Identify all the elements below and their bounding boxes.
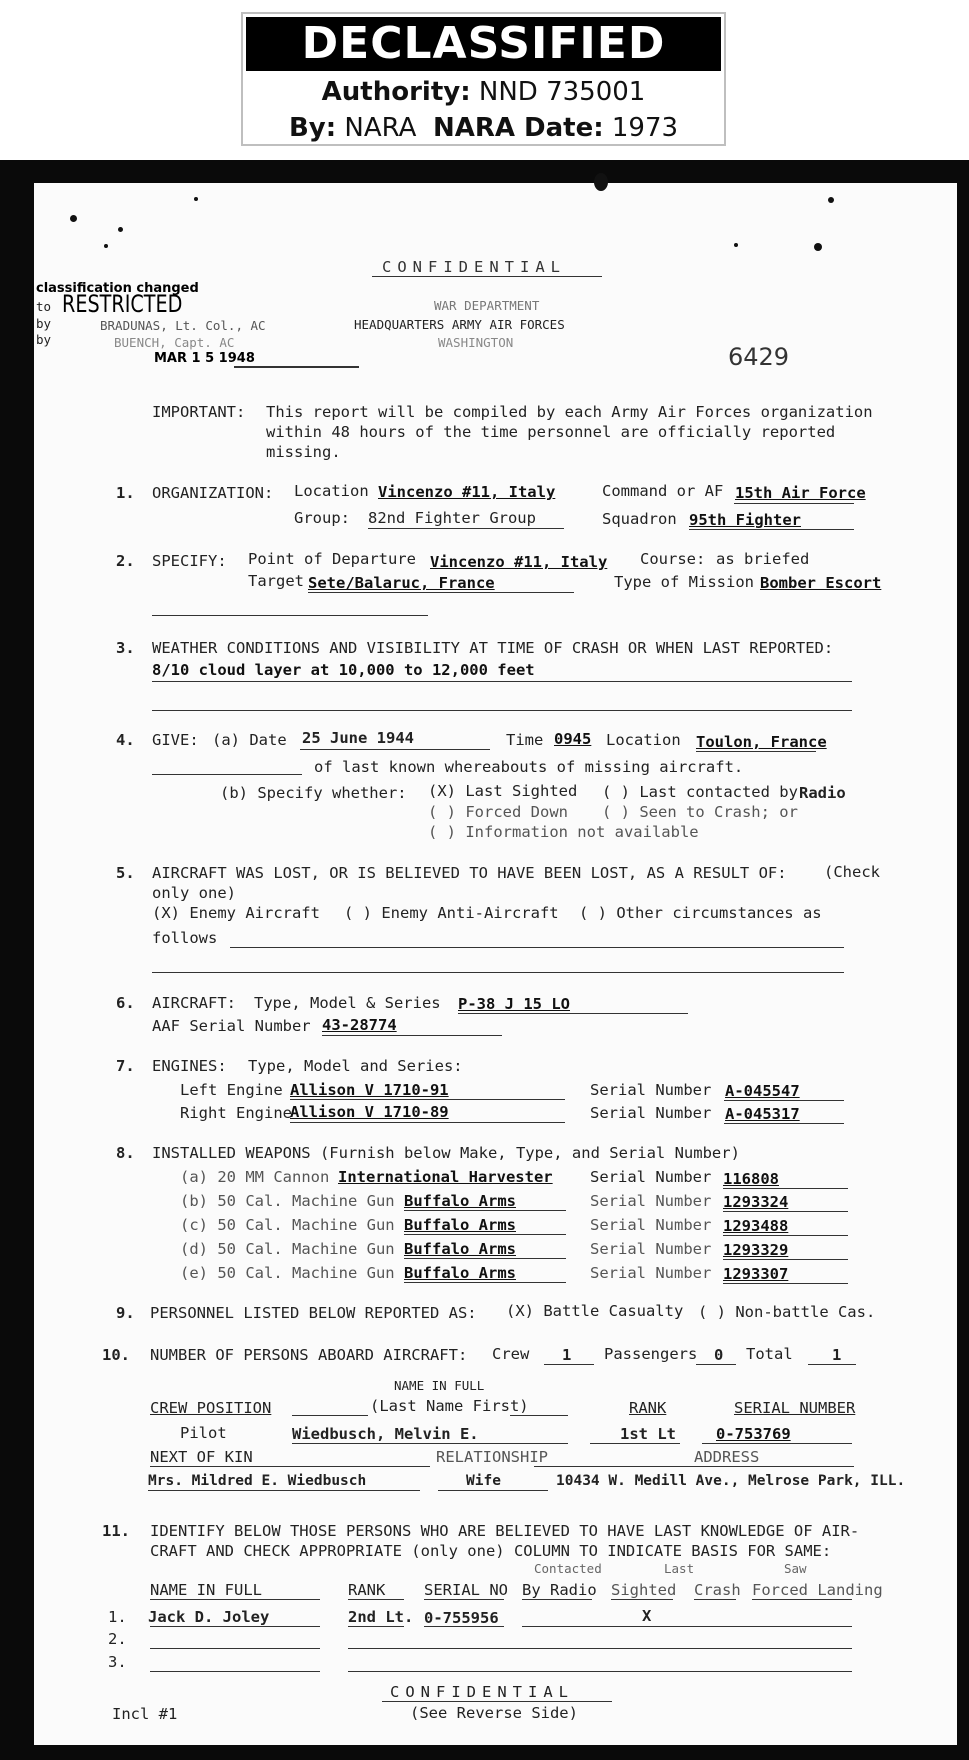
s11-h-saw: Saw xyxy=(784,1561,807,1576)
s10-name-hdr1: NAME IN FULL xyxy=(394,1378,485,1393)
weapon-c-serial-label: Serial Number xyxy=(590,1216,712,1234)
s11-h-last: Last xyxy=(664,1561,695,1576)
s4-whereabouts: of last known whereabouts of missing aircraft. xyxy=(314,758,744,776)
s10-rel-hdr: RELATIONSHIP xyxy=(436,1448,548,1466)
s2-mission: Bomber Escort xyxy=(760,574,882,592)
s1-command: 15th Air Force xyxy=(735,484,866,502)
s6-serial: 43-28774 xyxy=(322,1016,397,1034)
s1-group: 82nd Fighter Group xyxy=(368,509,536,527)
s6-num: 6. xyxy=(116,994,135,1012)
s1-group-label: Group: xyxy=(294,509,350,527)
s6-serial-label: AAF Serial Number xyxy=(152,1017,311,1035)
stamp-restricted: RESTRICTED xyxy=(62,290,183,318)
weapon-a-serial: 116808 xyxy=(723,1170,779,1188)
banner-by: By: NARA NARA Date: 1973 xyxy=(288,113,679,143)
s5-num: 5. xyxy=(116,864,135,882)
s11-h-crash: Crash xyxy=(694,1581,741,1599)
s9-num: 9. xyxy=(116,1304,135,1322)
s4-num: 4. xyxy=(116,731,135,749)
s4-location-label: Location xyxy=(606,731,681,749)
s10-position: Pilot xyxy=(180,1424,227,1442)
s3-num: 3. xyxy=(116,639,135,657)
stamp-date: MAR 1 5 1948 xyxy=(154,351,255,366)
weapon-c-make: Buffalo Arms xyxy=(404,1216,516,1234)
weapon-e-tag: (e) 50 Cal. Machine Gun xyxy=(180,1264,395,1282)
weapon-b-serial-label: Serial Number xyxy=(590,1192,712,1210)
s2-target-label: Target xyxy=(248,572,304,590)
s11-row1-num: 1. xyxy=(108,1608,127,1626)
s7-left-serial-label: Serial Number xyxy=(590,1081,712,1099)
weapon-a-tag: (a) 20 MM Cannon xyxy=(180,1168,330,1186)
header-line2: HEADQUARTERS ARMY AIR FORCES xyxy=(354,317,565,332)
weapon-c-serial: 1293488 xyxy=(723,1217,789,1235)
weapon-c-tag: (c) 50 Cal. Machine Gun xyxy=(180,1216,395,1234)
s4-opt-forced-down: ( ) Forced Down xyxy=(428,803,568,821)
important-line3: missing. xyxy=(266,443,341,461)
s10-pass-label: Passengers xyxy=(604,1345,698,1363)
weapon-d-serial-label: Serial Number xyxy=(590,1240,712,1258)
s4-date: 25 June 1944 xyxy=(302,729,414,747)
s10-kin-hdr: NEXT OF KIN xyxy=(150,1448,253,1466)
s10-serial-hdr: SERIAL NUMBER xyxy=(734,1399,856,1417)
header-line1: WAR DEPARTMENT xyxy=(434,298,540,313)
s2-departure: Vincenzo #11, Italy xyxy=(430,553,608,571)
s2-course-label: Course: xyxy=(640,550,706,568)
s5-follows: follows xyxy=(152,929,218,947)
s7-right-label: Right Engine xyxy=(180,1104,292,1122)
banner-authority: Authority: NND 735001 xyxy=(321,77,646,107)
stamp-classification-changed: classification changed xyxy=(36,281,199,296)
s1-num: 1. xyxy=(116,484,135,502)
s4-label: GIVE: xyxy=(152,731,199,749)
s10-rank: 1st Lt xyxy=(620,1425,676,1443)
s10-name-hdr2: (Last Name First) xyxy=(370,1397,529,1415)
s5-check: (Check xyxy=(824,863,880,881)
s1-location-label: Location xyxy=(294,482,369,500)
s9-opt-battle: (X) Battle Casualty xyxy=(506,1302,684,1320)
s10-label: NUMBER OF PERSONS ABOARD AIRCRAFT: xyxy=(150,1346,468,1364)
s9-opt-nonbattle: ( ) Non-battle Cas. xyxy=(698,1303,876,1321)
s5-check2: only one) xyxy=(152,884,236,902)
weapon-d-make: Buffalo Arms xyxy=(404,1240,516,1258)
s3-value: 8/10 cloud layer at 10,000 to 12,000 feet xyxy=(152,661,535,679)
stamp-by2: by xyxy=(36,332,52,347)
s11-h-sighted: Sighted xyxy=(611,1581,677,1599)
weapon-a-make: International Harvester xyxy=(338,1168,553,1186)
s11-row1-name: Jack D. Joley xyxy=(148,1608,270,1626)
s7-right-serial-label: Serial Number xyxy=(590,1104,712,1122)
weapon-a-serial-label: Serial Number xyxy=(590,1168,712,1186)
s7-right-serial: A-045317 xyxy=(725,1105,800,1123)
s7-sub: Type, Model and Series: xyxy=(248,1057,463,1075)
s9-label: PERSONNEL LISTED BELOW REPORTED AS: xyxy=(150,1304,477,1322)
s11-row2-num: 2. xyxy=(108,1630,127,1648)
s11-text1: IDENTIFY BELOW THOSE PERSONS WHO ARE BELIEVED TO HAVE LAST KNOWLEDGE OF AIR- xyxy=(150,1522,860,1540)
s10-rel: Wife xyxy=(466,1473,501,1489)
s11-row3-num: 3. xyxy=(108,1653,127,1671)
s4-opt-seen-crash: ( ) Seen to Crash; or xyxy=(602,803,798,821)
s1-squadron-label: Squadron xyxy=(602,510,677,528)
s2-departure-label: Point of Departure xyxy=(248,550,416,568)
s10-name: Wiedbusch, Melvin E. xyxy=(292,1425,479,1443)
s10-rank-hdr: RANK xyxy=(629,1399,667,1417)
important-line1: This report will be compiled by each Army Air Forces organization xyxy=(266,403,873,421)
document-number: 6429 xyxy=(728,343,790,371)
weapon-b-make: Buffalo Arms xyxy=(404,1192,516,1210)
stamp-by1: by xyxy=(36,316,52,331)
s10-total-label: Total xyxy=(746,1345,793,1363)
s4-time: 0945 xyxy=(554,730,592,748)
s3-label: WEATHER CONDITIONS AND VISIBILITY AT TIME OF CRASH OR WHEN LAST REPORTED: xyxy=(152,639,834,657)
important-label: IMPORTANT: xyxy=(152,403,246,421)
s5-opt-anti-aircraft: ( ) Enemy Anti-Aircraft xyxy=(344,904,559,922)
s2-num: 2. xyxy=(116,552,135,570)
s10-serial: 0-753769 xyxy=(716,1425,791,1443)
s5-opt-other: ( ) Other circumstances as xyxy=(579,904,822,922)
weapon-e-serial: 1293307 xyxy=(723,1265,789,1283)
stamp-by1-value: BRADUNAS, Lt. Col., AC xyxy=(100,318,266,333)
s11-row1-serial: 0-755956 xyxy=(424,1609,499,1627)
s10-num: 10. xyxy=(102,1346,130,1364)
s2-target: Sete/Balaruc, France xyxy=(308,574,495,592)
s4-b-label: (b) Specify whether: xyxy=(220,784,407,802)
s8-num: 8. xyxy=(116,1144,135,1162)
s6-label: AIRCRAFT: xyxy=(152,994,236,1012)
footer-confidential: CONFIDENTIAL xyxy=(390,1683,574,1701)
s11-h-rank: RANK xyxy=(348,1581,386,1599)
s10-total: 1 xyxy=(832,1346,842,1364)
header-confidential: CONFIDENTIAL xyxy=(382,258,566,276)
weapon-e-serial-label: Serial Number xyxy=(590,1264,712,1282)
s7-label: ENGINES: xyxy=(152,1057,227,1075)
s11-row1-rank: 2nd Lt. xyxy=(348,1608,414,1626)
declassified-banner xyxy=(241,12,726,146)
s6-type: P-38 J 15 LO xyxy=(458,995,570,1013)
s8-label: INSTALLED WEAPONS (Furnish below Make, Type, and Serial Number) xyxy=(152,1144,740,1162)
s10-pass: 0 xyxy=(714,1346,724,1364)
header-line3: WASHINGTON xyxy=(438,335,514,350)
s4-opt-last-contacted: ( ) Last contacted by xyxy=(602,783,798,801)
weapon-d-serial: 1293329 xyxy=(723,1241,789,1259)
important-line2: within 48 hours of the time personnel are officially reported xyxy=(266,423,836,441)
s11-text2: CRAFT AND CHECK APPROPRIATE (only one) COLUMN TO INDICATE BASIS FOR SAME: xyxy=(150,1542,832,1560)
s4-opt-last-sighted: (X) Last Sighted xyxy=(428,782,578,800)
s4-location: Toulon, France xyxy=(696,733,827,751)
s10-kin: Mrs. Mildred E. Wiedbusch xyxy=(148,1473,367,1489)
s1-squadron: 95th Fighter xyxy=(689,511,801,529)
stamp-by2-value: BUENCH, Capt. AC xyxy=(114,335,235,350)
weapon-b-serial: 1293324 xyxy=(723,1193,789,1211)
s5-label: AIRCRAFT WAS LOST, OR IS BELIEVED TO HAVE BEEN LOST, AS A RESULT OF: xyxy=(152,864,787,882)
s2-course: as briefed xyxy=(716,550,810,568)
s10-crew-pos-hdr: CREW POSITION xyxy=(150,1399,272,1417)
s4-opt-not-available: ( ) Information not available xyxy=(428,823,699,841)
footer-reverse: (See Reverse Side) xyxy=(410,1704,578,1722)
banner-title: DECLASSIFIED xyxy=(246,17,721,71)
s10-addr-hdr: ADDRESS xyxy=(694,1448,760,1466)
stamp-to: to xyxy=(36,299,52,314)
s1-location: Vincenzo #11, Italy xyxy=(378,483,556,501)
s11-num: 11. xyxy=(102,1522,130,1540)
s11-h-name: NAME IN FULL xyxy=(150,1581,262,1599)
s11-h-radio: By Radio xyxy=(522,1581,597,1599)
s6-type-label: Type, Model & Series xyxy=(254,994,441,1012)
weapon-d-tag: (d) 50 Cal. Machine Gun xyxy=(180,1240,395,1258)
s5-opt-enemy-aircraft: (X) Enemy Aircraft xyxy=(152,904,320,922)
s4-time-label: Time xyxy=(506,731,544,749)
weapon-e-make: Buffalo Arms xyxy=(404,1264,516,1282)
s11-h-forced: Forced Landing xyxy=(752,1581,883,1599)
weapon-b-tag: (b) 50 Cal. Machine Gun xyxy=(180,1192,395,1210)
s11-h-serial: SERIAL NO xyxy=(424,1581,508,1599)
s4-a-label: (a) Date xyxy=(212,731,287,749)
s7-left: Allison V 1710-91 xyxy=(290,1081,449,1099)
s2-label: SPECIFY: xyxy=(152,552,227,570)
s11-h-contacted: Contacted xyxy=(534,1561,602,1576)
s7-num: 7. xyxy=(116,1057,135,1075)
s10-crew: 1 xyxy=(562,1346,572,1364)
document-page xyxy=(34,183,957,1745)
s10-addr: 10434 W. Medill Ave., Melrose Park, ILL. xyxy=(556,1473,906,1489)
s2-mission-label: Type of Mission xyxy=(614,573,754,591)
s10-crew-label: Crew xyxy=(492,1345,530,1363)
s4-opt-radio: Radio xyxy=(799,784,846,802)
s7-left-label: Left Engine xyxy=(180,1081,283,1099)
s7-right: Allison V 1710-89 xyxy=(290,1103,449,1121)
s1-label: ORGANIZATION: xyxy=(152,484,274,502)
s7-left-serial: A-045547 xyxy=(725,1082,800,1100)
s11-row1-mark: X xyxy=(642,1607,652,1625)
s1-command-label: Command or AF xyxy=(602,482,724,500)
footer-incl: Incl #1 xyxy=(112,1705,178,1723)
